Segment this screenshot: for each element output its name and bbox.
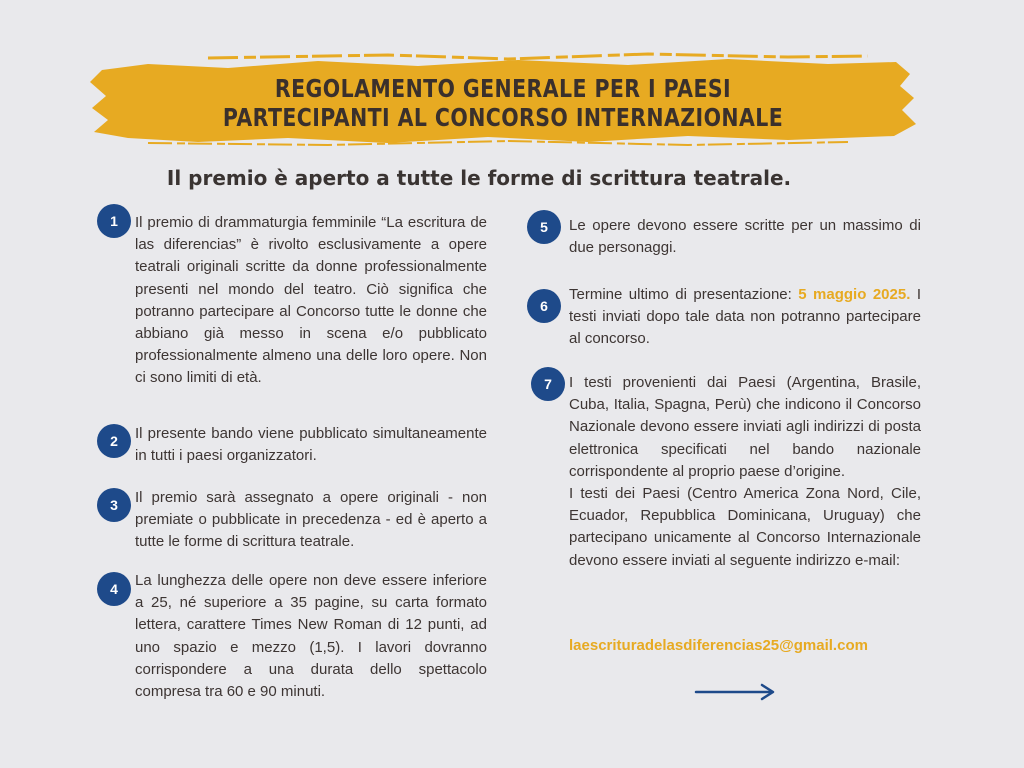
title-line-2: PARTECIPANTI AL CONCORSO INTERNAZIONALE [222,103,784,132]
item-text [569,284,921,351]
contact-email-link[interactable]: laescrituradelasdiferencias25@gmail.com [569,637,868,654]
item-text: Le opere devono essere scritte per un massimo di due personaggi. [569,217,921,257]
item-number-badge: 4 [97,572,131,606]
title-banner [88,52,918,146]
item-number-badge: 3 [97,488,131,522]
item-number-badge: 7 [531,367,565,401]
item-text: La lunghezza delle opere non deve essere inferiore a 25, né superiore a 35 pagine, su carta formato lettera, carattere Times New Roman di 12 punti, ad uno spazio e mezzo (1,5). I lavori dovranno corrispondere a una durata dello spettacolo compresa tra 60 e 90 minuti. [135,572,487,701]
item-number-badge: 1 [97,204,131,238]
subtitle: Il premio è aperto a tutte le forme di scrittura teatrale. [166,166,792,190]
item-text: Il premio sarà assegnato a opere originali - non premiate o pubblicate in precedenza - ed è aperto a tutte le forme di scrittura teatrale. [135,489,487,551]
arrow-right-icon [694,682,778,702]
item-text-paragraph-1: I testi provenienti dai Paesi (Argentina, Brasile, Cuba, Italia, Spagna, Perù) che indicono il Concorso Nazionale devono essere inviati agli indirizzi di posta elettronica specificati nel bando nazionale corrispondente al proprio paese d’origine. [569,374,921,480]
item-text: Il premio di drammaturgia femminile “La escritura de las diferencias” è rivolto esclusivamente a opere teatrali originali scritte da donne professionalmente presenti nel mondo del teatro. Ciò significa che potranno partecipare al Concorso tutte le donne che abbiano già messo in scena e/o pubblicato professionalmente almeno una delle loro opere. Non ci sono limiti di età. [135,214,487,387]
item-number-badge: 2 [97,424,131,458]
deadline-highlight: 5 maggio 2025. [798,286,911,303]
deadline-text-before: Termine ultimo di presentazione: [569,286,799,303]
item-text: Il presente bando viene pubblicato simultaneamente in tutti i paesi organizzatori. [135,425,487,465]
title-line-1: REGOLAMENTO GENERALE PER I PAESI [274,74,732,103]
deadline-text-after: I testi inviati dopo tale data non potranno partecipare al concorso. [569,286,921,348]
page-title [163,74,844,132]
item-number-badge: 5 [527,210,561,244]
item-text-paragraph-2: I testi dei Paesi (Centro America Zona Nord, Cile, Ecuador, Repubblica Dominicana, Uruguay) che partecipano unicamente al Concorso Internazionale devono essere inviati al seguente indirizzo e-mail: [569,485,921,569]
item-text [569,372,921,572]
item-number-badge: 6 [527,289,561,323]
